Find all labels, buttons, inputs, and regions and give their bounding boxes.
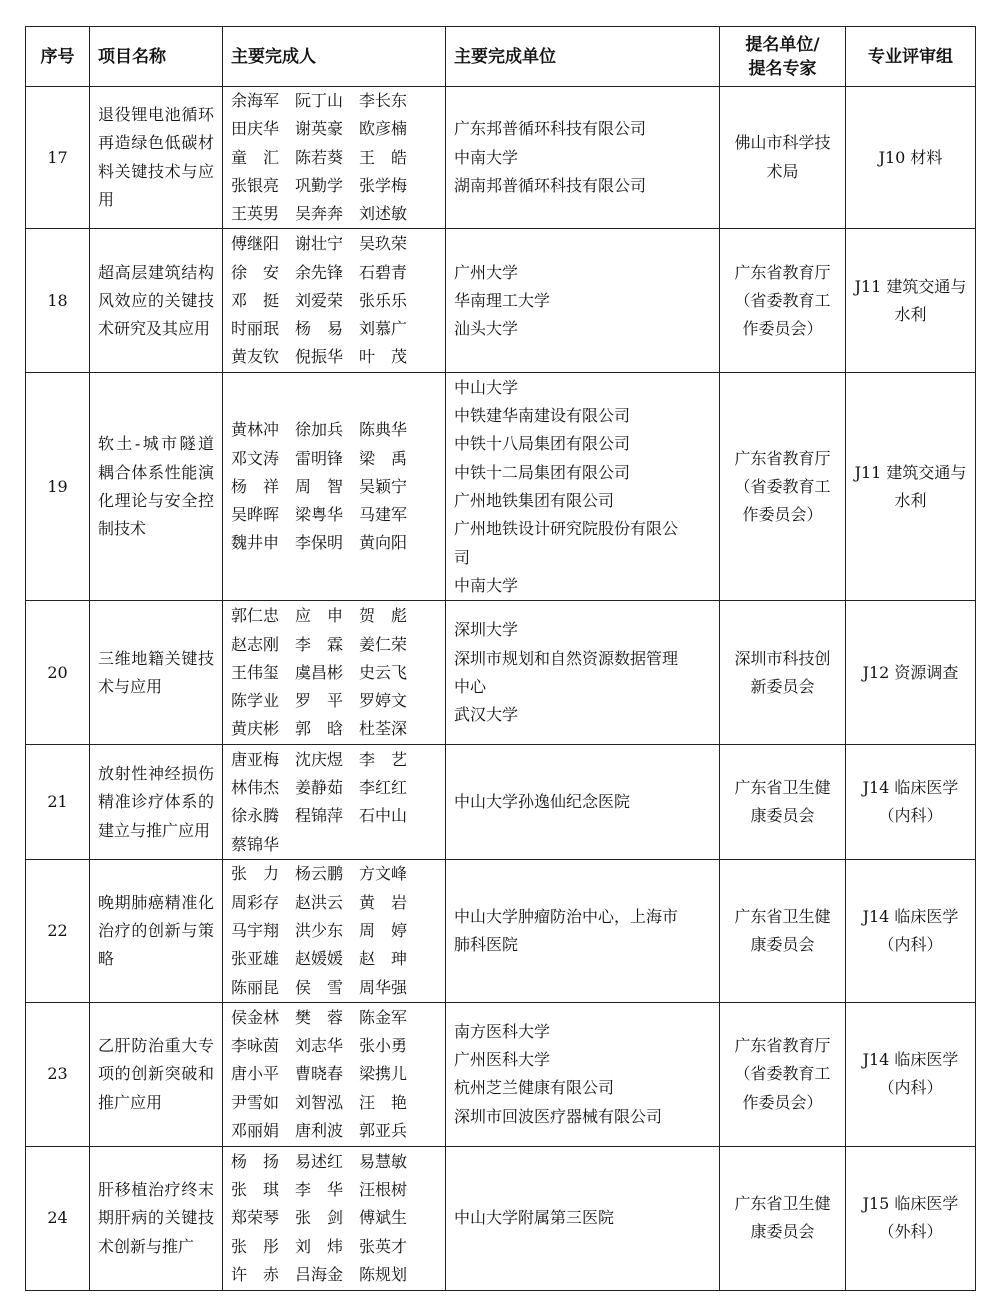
main-people bbox=[223, 229, 446, 373]
people-line: 王英男 吴奔奔 刘述敏 bbox=[231, 204, 408, 224]
review-group: J11 建筑交通与水利 bbox=[846, 229, 976, 373]
table-row bbox=[26, 373, 976, 601]
header-main-units: 主要完成单位 bbox=[446, 27, 720, 87]
nominator: 广东省教育厅（省委教育工作委员会） bbox=[720, 1002, 846, 1146]
project-name: 超高层建筑结构风效应的关键技术研究及其应用 bbox=[90, 229, 223, 373]
main-people bbox=[223, 601, 446, 745]
people-line: 赵志刚 李 霖 姜仁荣 bbox=[231, 634, 408, 654]
project-name: 退役锂电池循环再造绿色低碳材料关键技术与应用 bbox=[90, 87, 223, 229]
unit-line: 汕头大学 bbox=[454, 319, 519, 339]
table-row bbox=[26, 87, 976, 229]
people-line: 马宇翔 洪少东 周 婷 bbox=[231, 921, 408, 941]
people-line: 徐 安 余先锋 石碧青 bbox=[231, 262, 408, 282]
header-project-name: 项目名称 bbox=[90, 27, 223, 87]
people-line: 张 彤 刘 炜 张英才 bbox=[231, 1236, 408, 1256]
unit-line: 中南大学 bbox=[454, 147, 519, 167]
project-name: 放射性神经损伤精准诊疗体系的建立与推广应用 bbox=[90, 745, 223, 860]
people-line: 童 汇 陈若葵 王 皓 bbox=[231, 147, 408, 167]
main-people bbox=[223, 860, 446, 1002]
table-row bbox=[26, 601, 976, 745]
review-group: J10 材料 bbox=[846, 87, 976, 229]
header-main-people: 主要完成人 bbox=[223, 27, 446, 87]
unit-line: 中山大学孙逸仙纪念医院 bbox=[454, 792, 631, 812]
unit-line: 广州地铁集团有限公司 bbox=[454, 490, 615, 510]
review-group: J14 临床医学（内科） bbox=[846, 1002, 976, 1146]
people-line: 黄庆彬 郭 晗 杜荃深 bbox=[231, 719, 408, 739]
people-line: 黄友钦 倪振华 叶 茂 bbox=[231, 347, 408, 367]
row-number: 24 bbox=[26, 1146, 90, 1290]
unit-line: 中山大学 bbox=[454, 377, 519, 397]
project-name: 乙肝防治重大专项的创新突破和推广应用 bbox=[90, 1002, 223, 1146]
people-line: 尹雪如 刘智泓 汪 艳 bbox=[231, 1092, 408, 1112]
awards-table bbox=[25, 26, 976, 1291]
people-line: 傅继阳 谢壮宁 吴玖荣 bbox=[231, 234, 408, 254]
people-line: 邓文涛 雷明锋 梁 禹 bbox=[231, 448, 408, 468]
nominator: 深圳市科技创新委员会 bbox=[720, 601, 846, 745]
table-row bbox=[26, 860, 976, 1002]
people-line: 陈学业 罗 平 罗婷文 bbox=[231, 691, 408, 711]
people-line: 蔡锦华 bbox=[231, 834, 280, 854]
people-line: 杨 扬 易述红 易慧敏 bbox=[231, 1151, 408, 1171]
people-line: 李咏茵 刘志华 张小勇 bbox=[231, 1036, 408, 1056]
unit-line: 中山大学附属第三医院 bbox=[454, 1208, 615, 1228]
main-units bbox=[446, 229, 720, 373]
nominator: 广东省教育厅（省委教育工作委员会） bbox=[720, 229, 846, 373]
unit-line: 广州大学 bbox=[454, 262, 519, 282]
unit-line: 广州医科大学 bbox=[454, 1050, 551, 1070]
people-line: 邓丽娟 唐利波 郭亚兵 bbox=[231, 1120, 408, 1140]
people-line: 张 力 杨云鹏 方文峰 bbox=[231, 864, 408, 884]
people-line: 黄林冲 徐加兵 陈典华 bbox=[231, 420, 408, 440]
review-group: J11 建筑交通与水利 bbox=[846, 373, 976, 601]
unit-line: 司 bbox=[454, 547, 471, 567]
unit-line: 中铁建华南建设有限公司 bbox=[454, 406, 631, 426]
header-review-group: 专业评审组 bbox=[846, 27, 976, 87]
project-name: 肝移植治疗终末期肝病的关键技术创新与推广 bbox=[90, 1146, 223, 1290]
people-line: 陈丽昆 侯 雪 周华强 bbox=[231, 977, 408, 997]
people-line: 周彩存 赵洪云 黄 岩 bbox=[231, 892, 408, 912]
table-row bbox=[26, 1146, 976, 1290]
review-group: J12 资源调查 bbox=[846, 601, 976, 745]
main-people bbox=[223, 745, 446, 860]
main-units bbox=[446, 87, 720, 229]
people-line: 许 赤 吕海金 陈规划 bbox=[231, 1264, 408, 1284]
unit-line: 华南理工大学 bbox=[454, 290, 551, 310]
people-line: 时丽珉 杨 易 刘慕广 bbox=[231, 319, 408, 339]
project-name: 软土-城市隧道耦合体系性能演化理论与安全控制技术 bbox=[90, 373, 223, 601]
main-people bbox=[223, 373, 446, 601]
people-line: 唐亚梅 沈庆煜 李 艺 bbox=[231, 749, 408, 769]
unit-line: 中南大学 bbox=[454, 575, 519, 595]
people-line: 张银亮 巩勤学 张学梅 bbox=[231, 175, 408, 195]
unit-line: 深圳市规划和自然资源数据管理 bbox=[454, 648, 679, 668]
unit-line: 深圳大学 bbox=[454, 620, 519, 640]
main-units bbox=[446, 1002, 720, 1146]
row-number: 20 bbox=[26, 601, 90, 745]
table-row bbox=[26, 229, 976, 373]
table-row bbox=[26, 745, 976, 860]
people-line: 吴晔晖 梁粤华 马建军 bbox=[231, 505, 408, 525]
row-number: 19 bbox=[26, 373, 90, 601]
header-nominator-line2: 提名专家 bbox=[748, 58, 817, 79]
unit-line: 中心 bbox=[454, 676, 487, 696]
people-line: 张亚雄 赵媛媛 赵 珅 bbox=[231, 949, 408, 969]
people-line: 田庆华 谢英豪 欧彦楠 bbox=[231, 119, 408, 139]
header-no: 序号 bbox=[26, 27, 90, 87]
row-number: 23 bbox=[26, 1002, 90, 1146]
people-line: 侯金林 樊 蓉 陈金军 bbox=[231, 1007, 408, 1027]
people-line: 郑荣琴 张 剑 傅斌生 bbox=[231, 1208, 408, 1228]
unit-line: 广州地铁设计研究院股份有限公 bbox=[454, 519, 679, 539]
people-line: 魏井申 李保明 黄向阳 bbox=[231, 533, 408, 553]
main-units bbox=[446, 373, 720, 601]
people-line: 郭仁忠 应 申 贺 彪 bbox=[231, 606, 408, 626]
people-line: 唐小平 曹晓春 梁携儿 bbox=[231, 1064, 408, 1084]
review-group: J15 临床医学（外科） bbox=[846, 1146, 976, 1290]
main-units bbox=[446, 745, 720, 860]
header-nominator bbox=[720, 27, 846, 87]
people-line: 王伟玺 虞昌彬 史云飞 bbox=[231, 662, 408, 682]
main-units bbox=[446, 1146, 720, 1290]
row-number: 18 bbox=[26, 229, 90, 373]
nominator: 广东省教育厅（省委教育工作委员会） bbox=[720, 373, 846, 601]
people-line: 邓 挺 刘爱荣 张乐乐 bbox=[231, 290, 408, 310]
people-line: 余海军 阮丁山 李长东 bbox=[231, 91, 408, 110]
main-people bbox=[223, 1002, 446, 1146]
unit-line: 肺科医院 bbox=[454, 935, 519, 955]
review-group: J14 临床医学（内科） bbox=[846, 745, 976, 860]
nominator: 广东省卫生健康委员会 bbox=[720, 745, 846, 860]
unit-line: 中铁十二局集团有限公司 bbox=[454, 462, 631, 482]
unit-line: 广东邦普循环科技有限公司 bbox=[454, 119, 647, 139]
unit-line: 湖南邦普循环科技有限公司 bbox=[454, 175, 647, 195]
header-nominator-line1: 提名单位/ bbox=[745, 34, 820, 55]
nominator: 广东省卫生健康委员会 bbox=[720, 860, 846, 1002]
main-people bbox=[223, 1146, 446, 1290]
nominator: 佛山市科学技术局 bbox=[720, 87, 846, 229]
row-number: 17 bbox=[26, 87, 90, 229]
unit-line: 杭州芝兰健康有限公司 bbox=[454, 1078, 615, 1098]
project-name: 三维地籍关键技术与应用 bbox=[90, 601, 223, 745]
row-number: 22 bbox=[26, 860, 90, 1002]
unit-line: 深圳市回波医疗器械有限公司 bbox=[454, 1106, 663, 1126]
table-row bbox=[26, 1002, 976, 1146]
main-units bbox=[446, 860, 720, 1002]
people-line: 徐永腾 程锦萍 石中山 bbox=[231, 806, 408, 826]
unit-line: 中山大学肿瘤防治中心，上海市 bbox=[454, 906, 679, 926]
people-line: 张 琪 李 华 汪根树 bbox=[231, 1180, 408, 1200]
review-group: J14 临床医学（内科） bbox=[846, 860, 976, 1002]
main-units bbox=[446, 601, 720, 745]
header-row bbox=[26, 27, 976, 87]
unit-line: 中铁十八局集团有限公司 bbox=[454, 434, 631, 454]
people-line: 林伟杰 姜静茹 李红红 bbox=[231, 778, 408, 798]
people-line: 杨 祥 周 智 吴颖宁 bbox=[231, 476, 408, 496]
unit-line: 武汉大学 bbox=[454, 705, 519, 725]
project-name: 晚期肺癌精准化治疗的创新与策略 bbox=[90, 860, 223, 1002]
row-number: 21 bbox=[26, 745, 90, 860]
unit-line: 南方医科大学 bbox=[454, 1021, 551, 1041]
main-people bbox=[223, 87, 446, 229]
nominator: 广东省卫生健康委员会 bbox=[720, 1146, 846, 1290]
